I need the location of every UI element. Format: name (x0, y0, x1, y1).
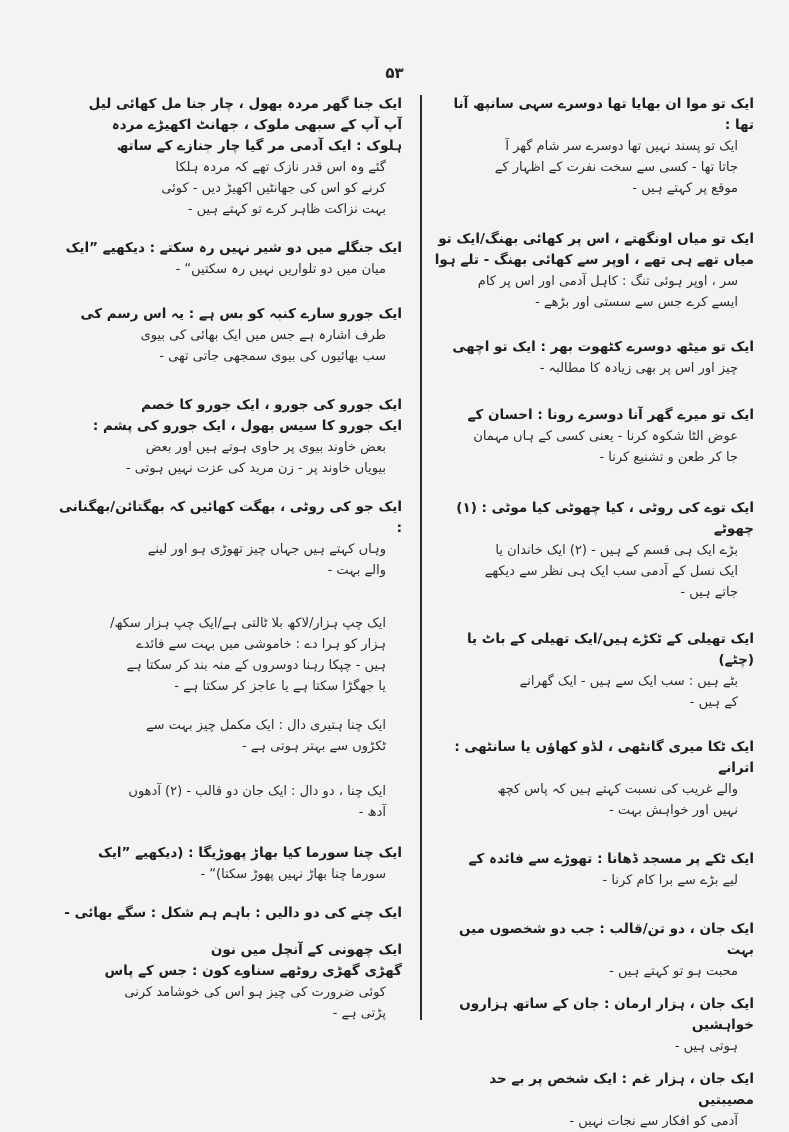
proverb-definition: ہیں - چپکا رہنا دوسروں کے منہ بند کر سکتا ہے (126, 658, 386, 673)
proverb-definition: کے ہیں - (689, 695, 738, 710)
proverb-definition: گئے وہ اس قدر نازک تھے کہ مردہ ہلکا (175, 160, 386, 175)
proverb-definition: کوئی ضرورت کی چیز ہو اس کی خوشامد کرنی (124, 985, 386, 1000)
proverb-definition: چیز اور اس پر بھی زیادہ کا مطالبہ - (539, 361, 738, 376)
proverb-definition: عوض الٹا شکوہ کرنا - یعنی کسی کے ہاں مہمان (473, 429, 738, 444)
proverb-definition: جاتا تھا - کسی سے سخت نفرت کے اظہار کے (494, 160, 738, 175)
proverb-definition: بہت نزاکت ظاہر کرے تو کہتے ہیں - (187, 202, 386, 217)
proverb-headword: ایک چنا سورما کیا بھاڑ پھوڑیگا : (دیکھیے ”ایک (98, 845, 402, 861)
proverb-entry (432, 229, 754, 313)
proverb-entry (432, 737, 754, 821)
proverb-definition: والے بہت - (327, 563, 386, 578)
proverb-definition: بڑے ایک ہی قسم کے ہیں - (۲) ایک خاندان یا (495, 543, 738, 558)
proverb-definition: ایک نسل کے آدمی سب ایک ہی نظر سے دیکھے (484, 564, 738, 579)
proverb-entry (432, 94, 754, 199)
proverb-entry (52, 903, 402, 924)
proverb-definition: لیے بڑے سے برا کام کرنا - (602, 873, 738, 888)
proverb-headword: آپ آپ کے سبھی ملوک ، جھانٹ اکھیڑے مردہ (111, 117, 402, 133)
proverb-entry (432, 405, 754, 468)
proverb-entry (432, 337, 754, 379)
proverb-definition: جاتے ہیں - (680, 585, 738, 600)
proverb-headword: ایک جان ، ہزار ارمان : جان کے ساتھ ہزاروں خواہشیں (459, 996, 754, 1033)
proverb-entry (432, 849, 754, 891)
proverb-definition: بعض خاوند بیوی پر حاوی ہوتے ہیں اور بعض (145, 440, 386, 455)
proverb-entry (432, 629, 754, 713)
proverb-entry (52, 940, 402, 1024)
proverb-definition: ایک چنا ، دو دال : ایک جان دو قالب - (۲) آدھوں (128, 784, 386, 799)
proverb-definition: میان میں دو تلواریں نہیں رہ سکتیں“ - (175, 262, 386, 277)
proverb-entry (432, 1069, 754, 1132)
proverb-definition: آدھ - (358, 805, 386, 820)
proverb-headword: ایک جو کی روٹی ، بھگت کھائیں کہ بھگتائن/بھگنانی : (59, 499, 402, 536)
proverb-definition: ہزار کو ہرا دے : خاموشی میں بہت سے فائدے (136, 637, 386, 652)
proverb-entry (52, 715, 402, 757)
proverb-headword: ایک جورو کا سیس بھول ، ایک جورو کی پشم : (92, 418, 402, 434)
proverb-headword: ایک چھونی کے آنچل میں نون (210, 942, 402, 958)
proverb-headword: ایک جنگلے میں دو شیر نہیں رہ سکتے : دیکھیے ”ایک (65, 240, 402, 256)
proverb-headword: ایک توے کی روٹی ، کیا چھوٹی کیا موٹی : (۱) چھوٹے (456, 500, 754, 537)
proverb-definition: نہیں اور خواہش بہت - (609, 803, 738, 818)
proverb-headword: ایک ٹکا میری گانٹھی ، لڈو کھاؤں یا سانٹھی : اترانے (454, 739, 754, 776)
proverb-headword: ایک ٹکے پر مسجد ڈھانا : تھوڑے سے فائدہ کے (468, 851, 754, 867)
proverb-definition: سورما چنا بھاڑ نہیں پھوڑ سکتا)“ - (200, 867, 386, 882)
left-column (52, 94, 402, 1024)
proverb-entry (52, 395, 402, 479)
page-number: ۵۳ (385, 64, 404, 82)
proverb-headword: ایک تھیلی کے ٹکڑے ہیں/ایک تھیلی کے باٹ یا (چٹے) (466, 631, 754, 668)
proverb-headword: ایک جورو کی جورو ، ایک جورو کا خصم (141, 397, 402, 413)
proverb-entry (52, 238, 402, 280)
proverb-definition: موقع پر کہتے ہیں - (632, 181, 738, 196)
proverb-headword: ایک چنے کی دو دالیں : باہم ہم شکل : سگے بھائی - (64, 905, 402, 921)
right-column (432, 94, 754, 1132)
proverb-headword: ایک جان ، ہزار غم : ایک شخص پر بے حد مصیبتیں (489, 1071, 754, 1108)
proverb-entry (52, 497, 402, 581)
proverb-definition: کرنے کو اس کی جھانٹیں اکھیڑ دیں - کوئی (161, 181, 386, 196)
proverb-definition: ایک چنا ہتیری دال : ایک مکمل چیز بہت سے (145, 718, 386, 733)
proverb-definition: محبت ہو تو کہتے ہیں - (609, 964, 738, 979)
proverb-entry (52, 781, 402, 823)
proverb-headword: ایک جان ، دو تن/قالب : جب دو شخصوں میں بہت (458, 921, 754, 958)
proverb-definition: بیویاں خاوند پر - زن مرید کی عزت نہیں ہوتی - (125, 461, 386, 476)
proverb-entry (52, 94, 402, 220)
proverb-entry (52, 843, 402, 885)
proverb-headword: ایک جورو سارے کنبہ کو بس ہے : یہ اس رسم کی (80, 306, 402, 322)
proverb-headword: ہلوک : ایک آدمی مر گیا چار جنازے کے ساتھ (116, 138, 402, 154)
proverb-definition: ٹکڑوں سے بہتر ہوتی ہے - (241, 739, 386, 754)
proverb-definition: بٹے ہیں : سب ایک سے ہیں - ایک گھرانے (519, 674, 738, 689)
proverb-definition: طرف اشارہ ہے جس میں ایک بھائی کی بیوی (140, 328, 386, 343)
proverb-definition: جا کر طعن و تشنیع کرنا - (599, 450, 738, 465)
proverb-headword: ایک تو موا ان بھایا تھا دوسرے سہی سانپھ آنا تھا : (453, 96, 754, 133)
proverb-definition: والے غریب کی نسبت کہتے ہیں کہ پاس کچھ (497, 782, 738, 797)
proverb-definition: وہاں کہتے ہیں جہاں چیز تھوڑی ہو اور لینے (147, 542, 386, 557)
proverb-definition: ایک چپ ہزار/لاکھ بلا ٹالتی ہے/ایک چپ ہزار سکھ/ (110, 616, 386, 631)
proverb-headword: ایک تو میاں اونگھتے ، اس پر کھائی بھنگ/ایک تو (438, 231, 754, 247)
proverb-definition: ایسے کرے جس سے سستی اور بڑھے - (535, 295, 738, 310)
column-divider (420, 95, 422, 1020)
proverb-headword: میاں تھے ہی تھے ، اوپر سے کھائی بھنگ - تلے ہوا (434, 252, 754, 268)
proverb-headword: ایک تو میرے گھر آنا دوسرے رونا : احسان کے (467, 407, 754, 423)
proverb-entry (432, 498, 754, 603)
proverb-entry (52, 613, 402, 697)
proverb-headword: ایک تو میٹھ دوسرے کٹھوت بھر : ایک تو اچھی (452, 339, 754, 355)
proverb-definition: سر ، اوپر ہوئی تنگ : کاہل آدمی اور اس پر کام (477, 274, 738, 289)
proverb-entry (52, 304, 402, 367)
proverb-definition: ہوتی ہیں - (674, 1039, 738, 1054)
proverb-definition: پڑتی ہے - (332, 1006, 386, 1021)
proverb-definition: سب بھائیوں کی بیوی سمجھی جاتی تھی - (159, 349, 386, 364)
proverb-definition: آدمی کو افکار سے نجات نہیں - (569, 1114, 738, 1129)
proverb-headword: ایک جنا گھر مردہ بھول ، چار جنا مل کھائی لیل (88, 96, 402, 112)
proverb-entry (432, 994, 754, 1057)
proverb-headword: گھڑی گھڑی روٹھے سناوے کون : جس کے پاس (104, 963, 402, 979)
proverb-entry (432, 919, 754, 982)
proverb-definition: یا جھگڑا سکتا ہے یا عاجز کر سکتا ہے - (174, 679, 386, 694)
proverb-definition: ایک تو پسند نہیں تھا دوسرے سر شام گھر آ (505, 139, 738, 154)
